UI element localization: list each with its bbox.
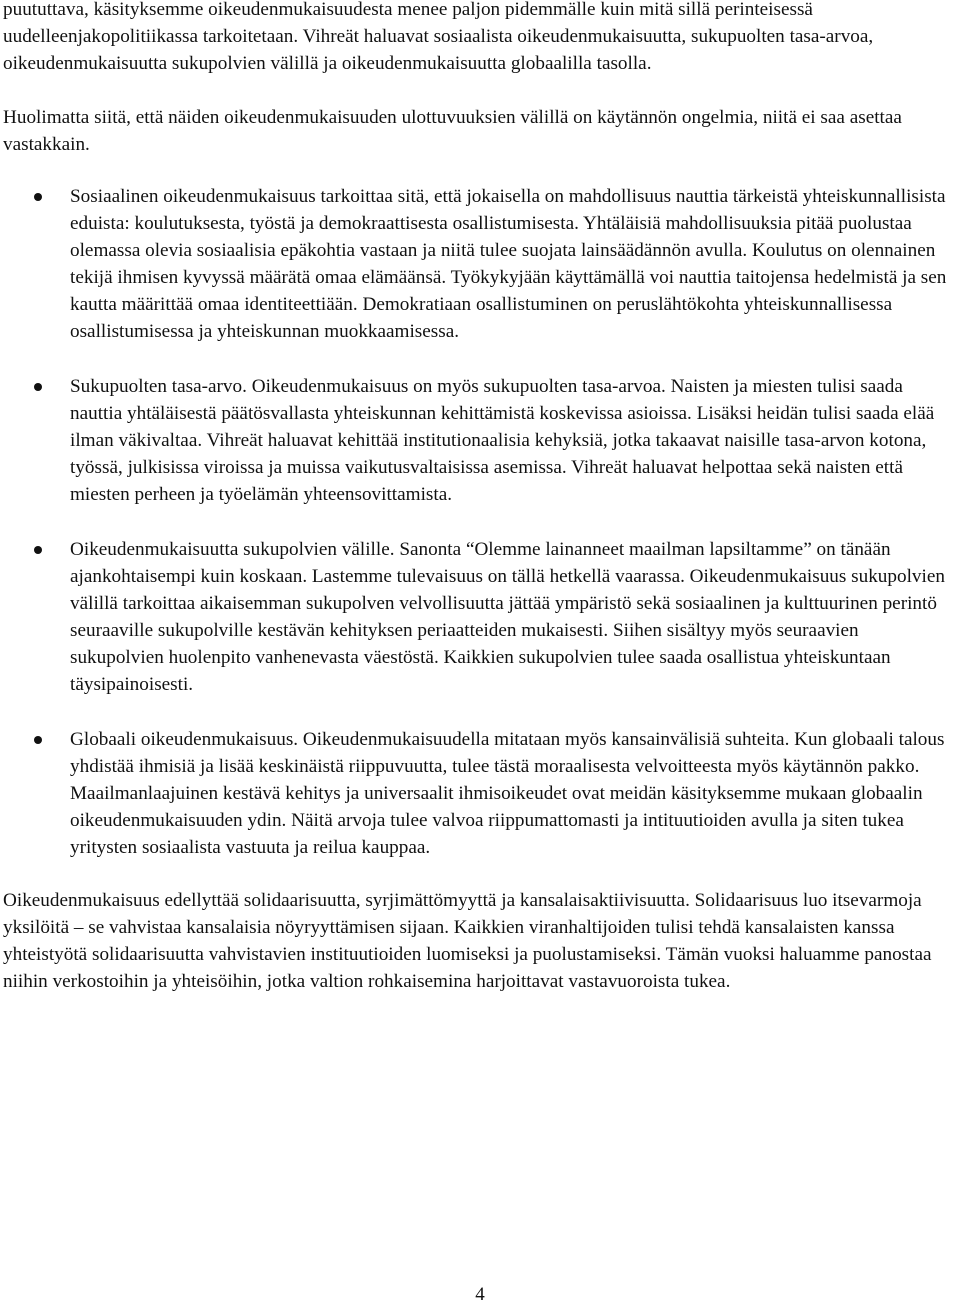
bullet-icon <box>34 736 42 744</box>
list-item-intergenerational <box>3 536 955 698</box>
list-item-social-justice <box>3 183 955 345</box>
paragraph-dimensions: Huolimatta siitä, että näiden oikeudenmukaisuuden ulottuvuuksien välillä on käytännön ongelmia, niitä ei saa asettaa vastakkain. <box>3 107 902 155</box>
list-item-global-justice <box>3 726 955 861</box>
list-item-gender-equality <box>3 373 955 508</box>
bullet-icon <box>34 546 42 554</box>
justice-bullet-list <box>3 183 955 861</box>
list-item-text: Sukupuolten tasa-arvo. Oikeudenmukaisuus on myös sukupuolten tasa-arvoa. Naisten ja miesten tulisi saada nauttia yhtäläisestä päätösvallasta yhteiskunnan kehittämistä koskevissa asioissa. Lisäksi heidän tulisi saada elää ilman väkivaltaa. Vihreät haluavat kehittää institutionaalisia kehyksiä, jotka takaavat naisille tasa-arvon kotona, työssä, julkisissa viroissa ja muissa vaikutusvaltaisissa asemissa. Vihreät haluavat helpottaa sekä naisten että miesten perheen ja työelämän yhteensovittamista. <box>70 376 935 505</box>
list-item-text: Oikeudenmukaisuutta sukupolvien välille. Sanonta “Olemme lainanneet maailman lapsiltamme” on tänään ajankohtaisempi kuin koskaan. Lastemme tulevaisuus on tällä hetkellä vaarassa. Oikeudenmukaisuus sukupolvien välillä tarkoittaa aikaisemman sukupolven velvollisuutta jättää ympäristö sekä sosiaalinen ja kulttuurinen perintö seuraaville sukupolville kestävän kehityksen periaatteiden mukaisesti. Siihen sisältyy myös seuraavien sukupolvien huolenpito vanhenevasta väestöstä. Kaikkien sukupolvien tulee saada osallistua yhteiskuntaan täysipainoisesti. <box>70 539 945 695</box>
list-item-text: Globaali oikeudenmukaisuus. Oikeudenmukaisuudella mitataan myös kansainvälisiä suhteita. Kun globaali talous yhdistää ihmisiä ja lisää keskinäistä riippuvuutta, tulee tästä moraalisesta velvoitteesta myös käytännön pakko. Maailmanlaajuinen kestävä kehitys ja universaalit ihmisoikeudet ovat meidän käsityksemme mukaan globaalin oikeudenmukaisuuden ydin. Näitä arvoja tulee valvoa riippumattomasti ja intituutioiden avulla ja siten tukea yritysten sosiaalista vastuuta ja reilua kauppaa. <box>70 729 945 858</box>
bullet-icon <box>34 193 42 201</box>
list-item-text: Sosiaalinen oikeudenmukaisuus tarkoittaa sitä, että jokaisella on mahdollisuus nauttia tärkeistä yhteiskunnallisista eduista: koulutuksesta, työstä ja demokraattisesta osallistumisesta. Yhtäläisiä mahdollisuuksia pitää puolustaa olemassa olevia sosiaalisia epäkohtia vastaan ja niitä tulee suojata lainsäädännön avulla. Koulutus on olennainen tekijä ihmisen kyvyssä määrätä omaa elämäänsä. Työkykyjään käyttämällä voi nauttia taitojensa hedelmistä ja sen kautta määrittää omaa identiteettiään. Demokratiaan osallistuminen on peruslähtökohta yhteiskunnallisessa osallistumisessa ja yhteiskunnan muokkaamisessa. <box>70 186 947 342</box>
bullet-icon <box>34 383 42 391</box>
paragraph-solidarity: Oikeudenmukaisuus edellyttää solidaarisuutta, syrjimättömyyttä ja kansalaisaktiivisuutta. Solidaarisuus luo itsevarmoja yksilöitä – se vahvistaa kansalaisia nöyryyttämisen sijaan. Kaikkien viranhaltijoiden tulisi tehdä kansalaisten kanssa yhteistyötä solidaarisuutta vahvistavien instituutioiden luomiseksi ja puolustamiseksi. Tämän vuoksi haluamme panostaa niihin verkostoihin ja yhteisöihin, jotka valtion rohkaisemina harjoittavat vastavuoroista tukea. <box>3 890 932 992</box>
page-number: 4 <box>475 1284 485 1305</box>
page-body <box>3 0 955 995</box>
paragraph-intro: puututtava, käsityksemme oikeudenmukaisuudesta menee paljon pidemmälle kuin mitä sillä perinteisessä uudelleenjakopolitiikassa tarkoitetaan. Vihreät haluavat sosiaalista oikeudenmukaisuutta, sukupuolten tasa-arvoa, oikeudenmukaisuutta sukupolvien välillä ja oikeudenmukaisuutta globaalilla tasolla. <box>3 0 874 74</box>
